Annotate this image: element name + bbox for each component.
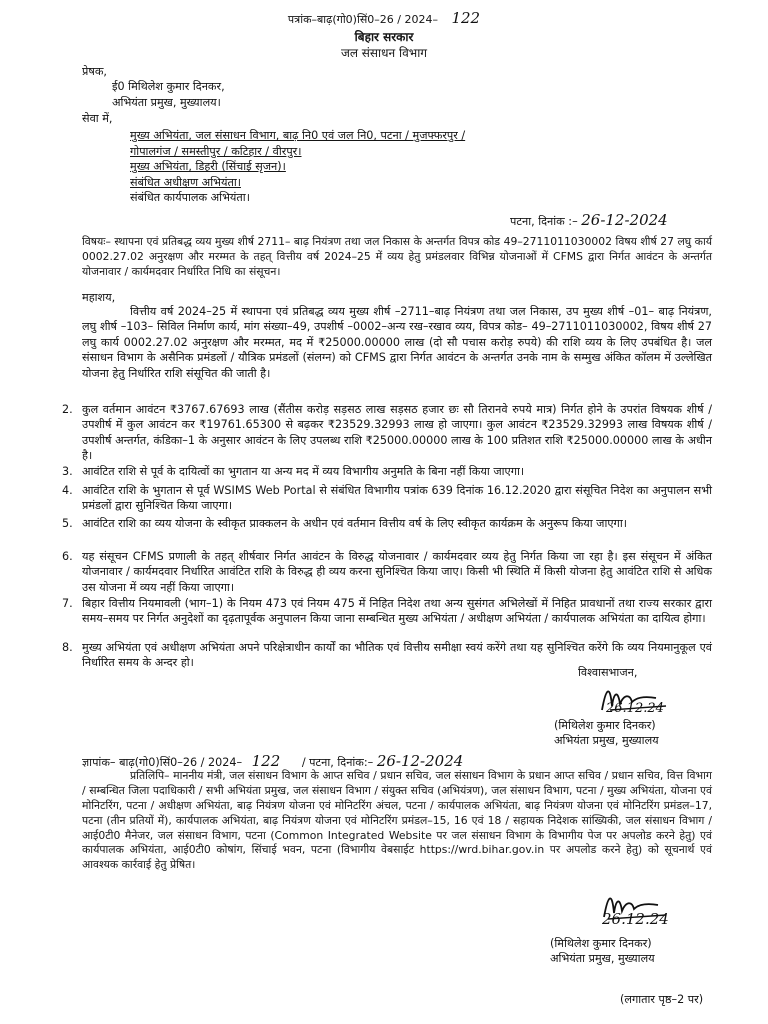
recipient-line: गोपालगंज / समस्तीपुर / कटिहार / वीरपुर। — [130, 144, 302, 158]
point-number: 6. — [62, 550, 73, 563]
signatory-designation: अभियंता प्रमुख, मुख्यालय — [554, 734, 659, 748]
signature-date: 26.12.24 — [606, 701, 664, 716]
reference-number: पत्रांक–बाढ़(गो0)सिं0–26 / 2024– — [287, 13, 438, 26]
signatory-name: (मिथिलेश कुमार दिनकर) — [550, 936, 652, 950]
point-number: 8. — [62, 641, 73, 654]
point-4: आवंटित राशि के भुगतान से पूर्व WSIMS Web Portal से संबंधित विभागीय पत्रांक 639 दिनांक 16.12.2020 द्वारा संसूचित निदेश का अनुपालन सभी प्रमंडलों द्वारा सुनिश्चित किया जाएगा। — [82, 484, 712, 513]
point-number: 3. — [62, 465, 73, 478]
salutation: महाशय, — [82, 291, 116, 304]
sender-block — [82, 64, 682, 110]
subject: विषयः– स्थापना एवं प्रतिबद्ध व्यय मुख्य शीर्ष 2711– बाढ़ नियंत्रण तथा जल निकास के अन्तर्गत विपत्र कोड 49–2711011030002 विषय शीर्ष 27 लघु कार्य 0002.27.02 अनुरक्षण और मरम्मत के तहत् वित्तीय वर्ष 2024–25 में व्यय हेतु प्रमंडलवार विभिन्न योजनाओं में CFMS द्वारा निर्गत आवंटन के अन्तर्गत योजनावार / कार्यमदवार निर्धारित निधि का संसूचन। — [82, 235, 712, 278]
point-5: आवंटित राशि का व्यय योजना के स्वीकृत प्राक्कलन के अधीन एवं वर्तमान वित्तीय वर्ष के लिए स्वीकृत कार्यक्रम के अनुरूप किया जाएगा। — [82, 517, 627, 530]
point-1: वित्तीय वर्ष 2024–25 में स्थापना एवं प्रतिबद्ध व्यय मुख्य शीर्ष –2711–बाढ़ नियंत्रण तथा जल निकास, उप मुख्य शीर्ष –01– बाढ़ नियंत्रण, लघु शीर्ष –103– सिविल निर्माण कार्य, मांग संख्या–49, उपशीर्ष –0002–अन्य रख–रखाव व्यय, विपत्र कोड– 49–2711011030002, विषय शीर्ष 27 लघु कार्य 0002.27.02 अनुरक्षण और मरम्मत, मद में ₹25000.00000 लाख (दो सौ पचास करोड़ रुपये) की राशि व्यय के लिए उपबंधित है। जल संसाधन विभाग के असैनिक प्रमंडलों / यौत्रिक प्रमंडलों (संलग्न) को CFMS द्वारा निर्गत आवंटन के अन्तर्गत उनके नाम के सम्मुख अंकित कॉलम में उल्लेखित योजना हेतु निर्धारित राशि संसूचित की जाती है। — [82, 305, 712, 380]
point-3: आवंटित राशि से पूर्व के दायित्वों का भुगतान या अन्य मद में व्यय विभागीय अनुमति के बिना नहीं किया जाएगा। — [82, 465, 525, 478]
memo-date-handwritten: 26-12-2024 — [376, 752, 464, 770]
reference-handwritten: 122 — [451, 9, 481, 27]
recipient-line: मुख्य अभियंता, डिहरी (सिंचाई सृजन)। — [130, 160, 286, 174]
closing-text: विश्वासभाजन, — [578, 666, 638, 679]
reference-line — [0, 8, 768, 29]
government-name: बिहार सरकार — [354, 29, 414, 44]
point-number: 5. — [62, 517, 73, 530]
point-2: कुल वर्तमान आवंटन ₹3767.67693 लाख (सैंतीस करोड़ सड़सठ लाख सड़सठ हजार छः सौ तिरानवे रुपये मात्र) निर्गत होने के उपरांत विषयक शीर्ष / उपशीर्ष में कुल आवंटन कर ₹19761.65300 से बढ़कर ₹23529.32993 लाख हो जाएगा। कुल आवंटन ₹23529.32993 लाख विषयक शीर्ष / उपशीर्ष अन्तर्गत, कंडिका–1 के अनुसार आवंटन के लिए उपलब्ध राशि ₹25000.00000 लाख के 100 प्रतिशत राशि ₹25000.00000 लाख के अधीन है। — [82, 403, 712, 463]
letter-header — [0, 8, 768, 62]
date-handwritten: 26-12-2024 — [581, 211, 668, 229]
point-6: यह संसूचन CFMS प्रणाली के तहत् शीर्षवार निर्गत आवंटन के विरुद्ध योजनावार / कार्यमदवार व्यय हेतु निर्गत किया जा रहा है। इस संसूचन में अंकित योजनावार / कार्यमदवार निर्धारित आवंटित राशि के विरुद्ध ही व्यय करना सुनिश्चित किया जाए। किसी भी स्थिति में किसी योजना हेतु आवंटित राशि से अधिक उस योजना में व्यय नहीं किया जाएगा। — [82, 550, 712, 594]
sender-label: प्रेषक, — [82, 65, 107, 78]
department-name: जल संसाधन विभाग — [340, 46, 428, 61]
point-8: मुख्य अभियंता एवं अधीक्षण अभियंता अपने परिक्षेत्राधीन कार्यों का भौतिक एवं वित्तीय समीक्षा स्वयं करेंगे तथा यह सुनिश्चित करेंगे कि व्यय नियमानुकूल एवं निर्धारित समय के अन्दर हो। — [82, 641, 712, 670]
signature-block-2 — [540, 885, 750, 967]
copy-to-text: प्रतिलिपि– माननीय मंत्री, जल संसाधन विभाग के आप्त सचिव / प्रधान सचिव, जल संसाधन विभाग के प्रधान आप्त सचिव / प्रधान सचिव, वित्त विभाग / सम्बन्धित जिला पदाधिकारी / सभी अभियंता प्रमुख, जल संसाधन विभाग / संयुक्त सचिव (अभियंत्रण), जल संसाधन विभाग, पटना / मुख्य अभियंता, योजना एवं मोनिटरिंग, पटना / अधीक्षण अभियंता, बाढ़ नियंत्रण योजना एवं मोनिटरिंग अंचल, पटना / कार्यपालक अभियंता, बाढ़ नियंत्रण योजना एवं मोनिटरिंग प्रमंडल–17, पटना (तीन प्रतियों में), कार्यपालक अभियंता, बाढ़ नियंत्रण योजना एवं मोनिटरिंग प्रमंडल–15, 16 एवं 18 / सहायक निदेशक सांख्यिकी, जल संसाधन विभाग / आई0टी0 मैनेजर, जल संसाधन विभाग, पटना (Common Integrated Website पर जल संसाधन विभाग के विभागीय पेज पर अपलोड करने हेतु) एवं कार्यपालक अभियंता, आई0टी0 कोषांग, सिंचाई भवन, पटना (विभागीय वेबसाईट https://wrd.bihar.gov.in पर अपलोड करने हेतु) को सूचनार्थ एवं आवश्यक कार्रवाई हेतु प्रेषित। — [82, 769, 712, 872]
recipient-line: मुख्य अभियंता, जल संसाधन विभाग, बाढ़ नि0 एवं जल नि0, पटना / मुजफ्फरपुर / — [130, 129, 466, 143]
sender-designation: अभियंता प्रमुख, मुख्यालय। — [112, 95, 221, 109]
signatory-designation: अभियंता प्रमुख, मुख्यालय — [550, 952, 655, 966]
memo-place-date: / पटना, दिनांक:– — [301, 756, 374, 769]
point-number: 2. — [62, 403, 73, 416]
sender-name: ई0 मिथिलेश कुमार दिनकर, — [112, 80, 225, 94]
date-label: पटना, दिनांक :– — [510, 215, 578, 228]
signatory-name: (मिथिलेश कुमार दिनकर) — [554, 718, 656, 732]
memo-number-handwritten: 122 — [251, 752, 281, 770]
point-number: 4. — [62, 484, 73, 497]
memo-number: ज्ञापांक– बाढ़(गो0)सिं0–26 / 2024– — [82, 756, 243, 769]
point-number: 7. — [62, 597, 73, 610]
recipients-label: सेवा में, — [82, 112, 113, 125]
recipient-line: संबंधित अधीक्षण अभियंता। — [130, 175, 241, 189]
signature-block-1 — [540, 680, 750, 749]
recipient-line: संबंधित कार्यपालक अभियंता। — [130, 191, 250, 205]
recipients-block — [82, 111, 702, 206]
continued-note: (लगातार पृष्ठ–2 पर) — [620, 993, 704, 1006]
point-7: बिहार वित्तीय नियमावली (भाग–1) के नियम 473 एवं नियम 475 में निहित निदेश तथा अन्य सुसंगत अभिलेखों में निहित प्रावधानों तथा राज्य सरकार द्वारा समय–समय पर निर्गत अनुदेशों का दृढ़तापूर्वक अनुपालन किया जाना सम्बन्धित मुख्य अभियंता / अधीक्षण अभियंता / कार्यपालक अभियंता का दायित्व होगा। — [82, 597, 712, 626]
signature-date: 26.12.24 — [602, 910, 669, 928]
letter-date — [510, 210, 750, 231]
